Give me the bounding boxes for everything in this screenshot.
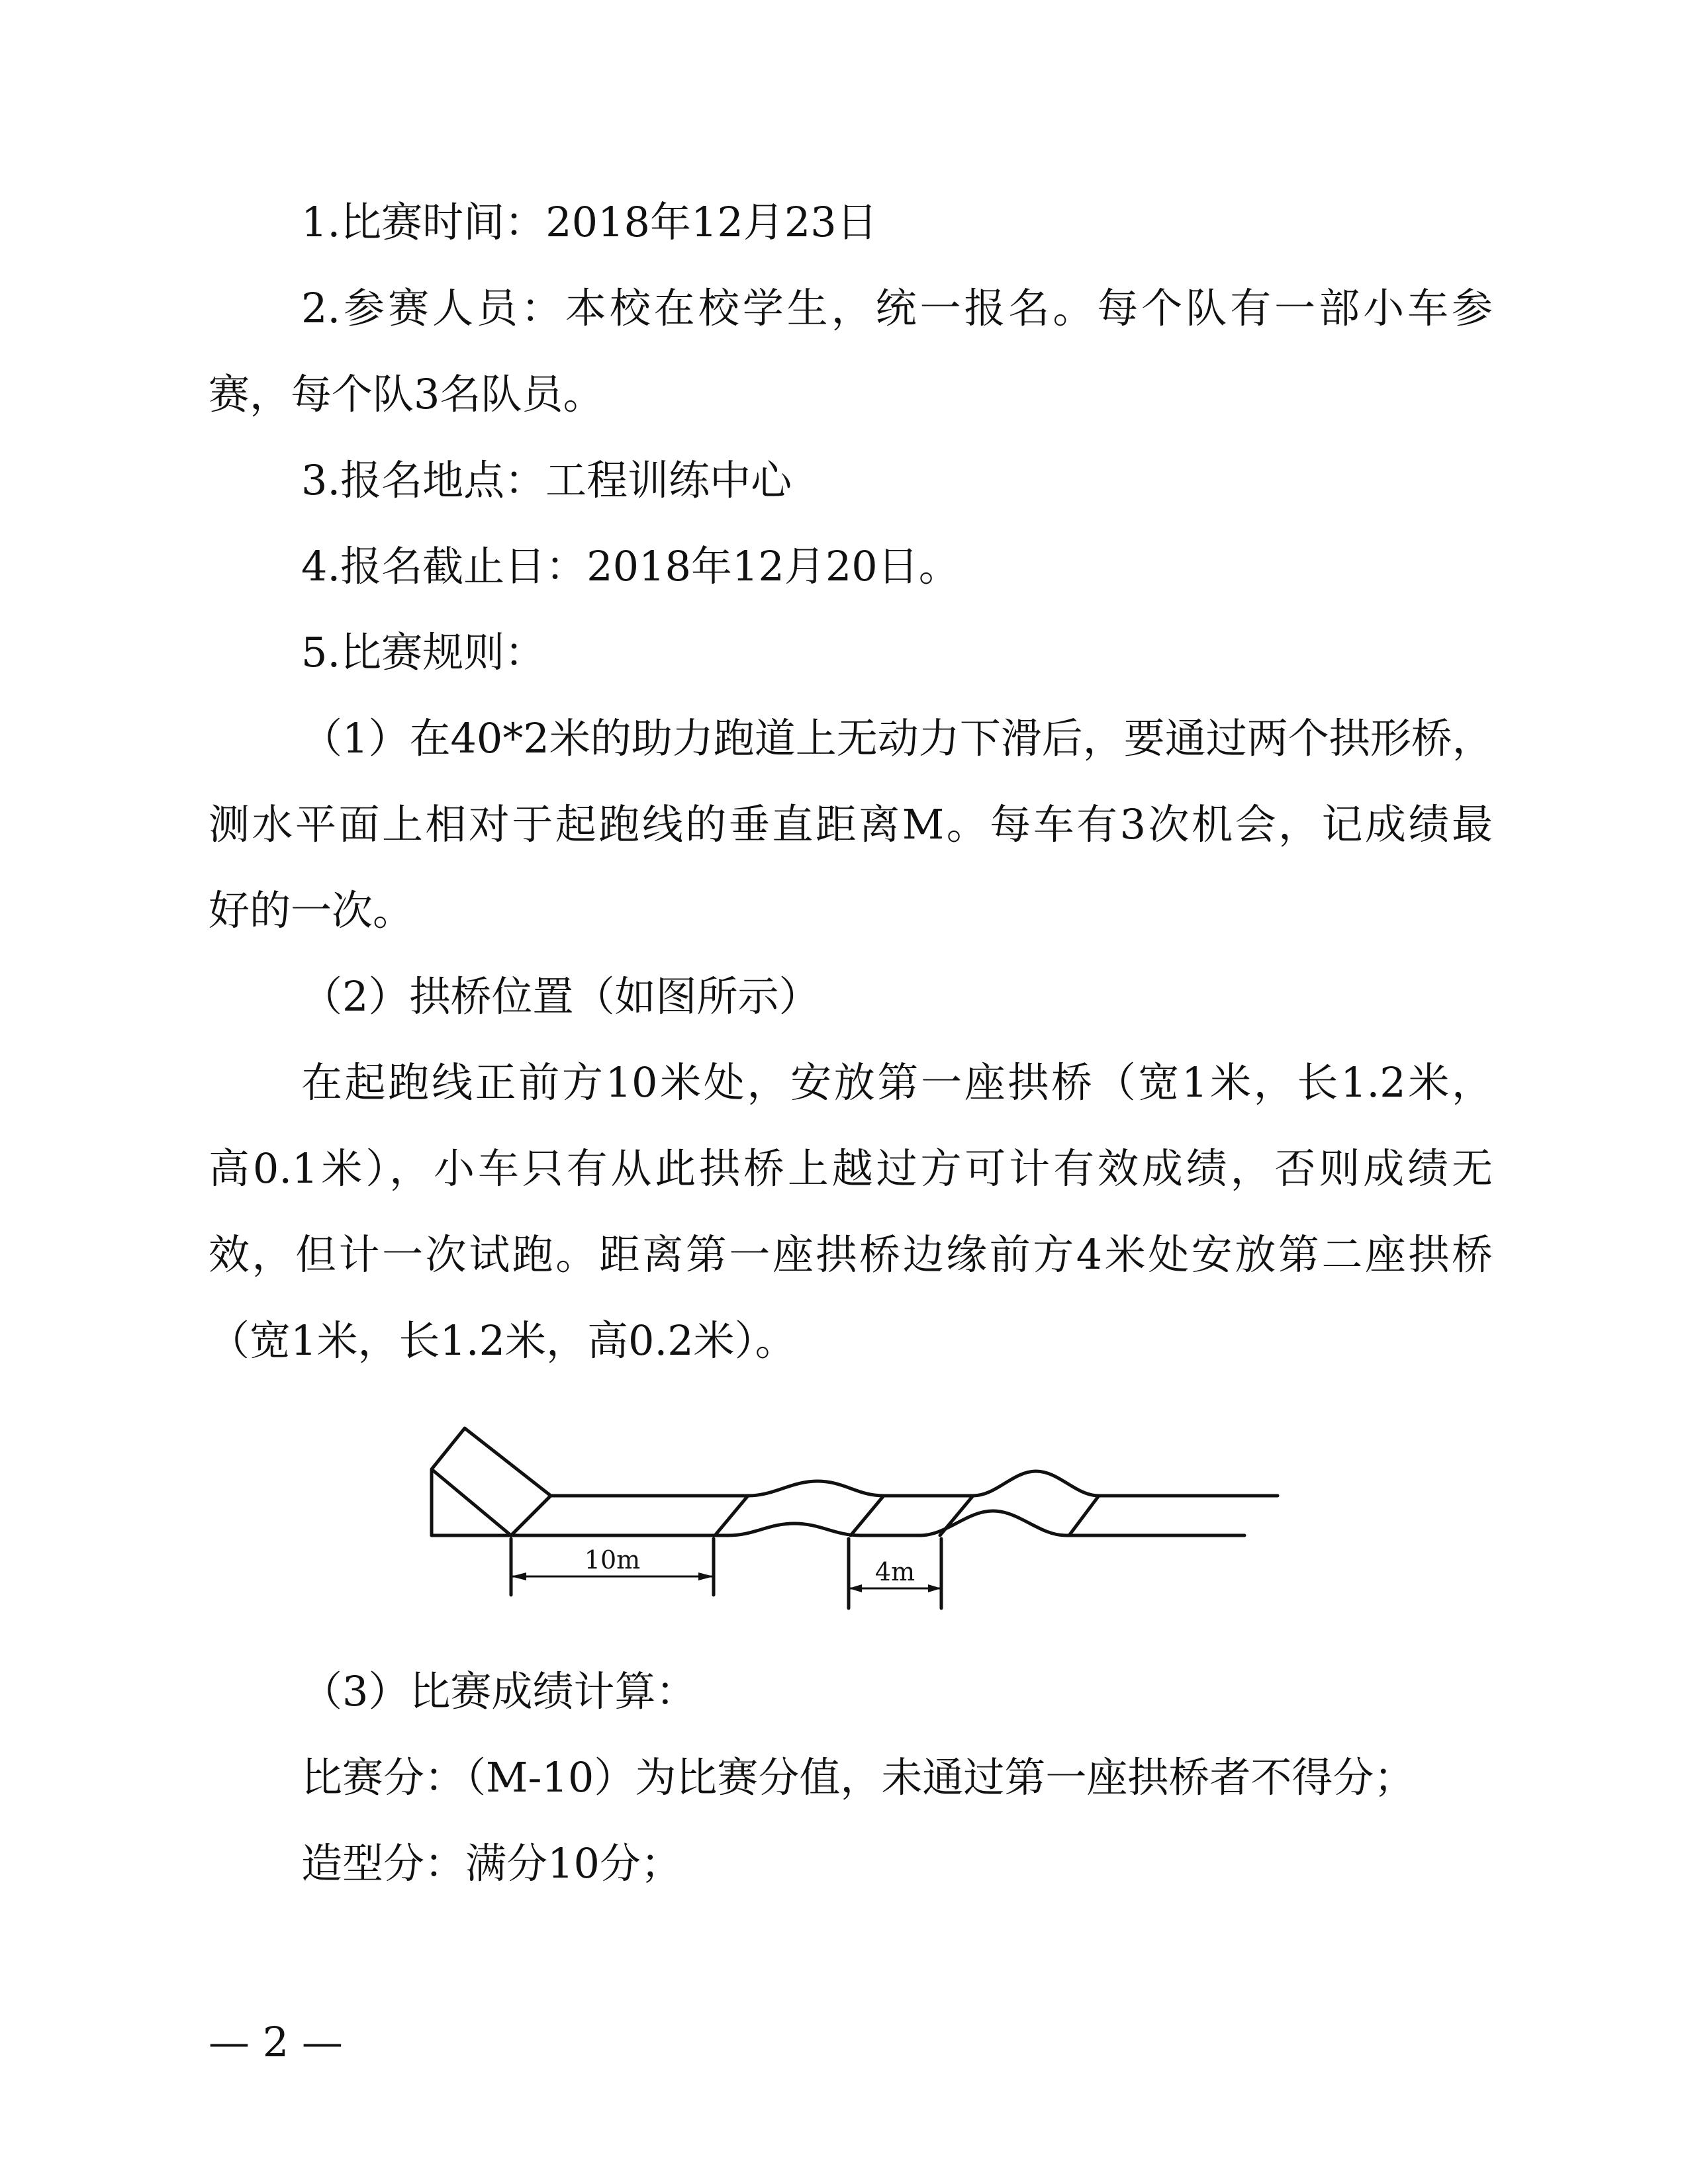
dim-10m-arrow-left bbox=[511, 1572, 526, 1580]
track-diagram bbox=[397, 1403, 1311, 1628]
competition-score-text: 比赛分：（M-10）为比赛分值，未通过第一座拱桥者不得分； bbox=[301, 1753, 1415, 1801]
item-2-participants-cont: 赛，每个队3名队员。 bbox=[209, 370, 604, 418]
item-2-participants: 2.参赛人员：本校在校学生，统一报名。每个队有一部小车参 bbox=[301, 284, 1493, 332]
dim-4m-label: 4m bbox=[874, 1557, 915, 1586]
rule-1-text-cont: 测水平面上相对于起跑线的垂直距离M。每车有3次机会，记成绩最 bbox=[209, 800, 1493, 848]
divider-5 bbox=[1069, 1496, 1099, 1535]
rule-2-text-end: （宽1米，长1.2米，高0.2米）。 bbox=[209, 1316, 796, 1365]
dim-10m-label: 10m bbox=[584, 1545, 641, 1574]
rule-2-text-cont-1: 高0.1米），小车只有从此拱桥上越过方可计有效成绩，否则成绩无 bbox=[209, 1144, 1493, 1193]
rule-2-text-cont-2: 效，但计一次试跑。距离第一座拱桥边缘前方4米处安放第二座拱桥 bbox=[209, 1230, 1493, 1279]
rule-2-heading: （2）拱桥位置（如图所示） bbox=[301, 972, 820, 1021]
track-bottom-line bbox=[432, 1511, 1244, 1535]
dim-10m-arrow-right bbox=[698, 1572, 714, 1580]
dim-4m-arrow-right bbox=[928, 1584, 941, 1592]
item-5-rules-heading: 5.比赛规则： bbox=[301, 628, 546, 676]
rule-3-heading: （3）比赛成绩计算： bbox=[301, 1667, 697, 1715]
design-score-text: 造型分：满分10分； bbox=[301, 1839, 682, 1888]
divider-3 bbox=[851, 1496, 884, 1535]
dim-4m-arrow-left bbox=[849, 1584, 862, 1592]
divider-1 bbox=[511, 1496, 551, 1535]
item-1-competition-time: 1.比赛时间：2018年12月23日 bbox=[301, 198, 878, 246]
track-top-line bbox=[551, 1471, 1278, 1496]
item-4-registration-deadline: 4.报名截止日：2018年12月20日。 bbox=[301, 542, 960, 590]
page-number: — 2 — bbox=[209, 2018, 343, 2066]
start-ramp bbox=[432, 1428, 551, 1535]
divider-2 bbox=[715, 1496, 748, 1535]
rule-2-text: 在起跑线正前方10米处，安放第一座拱桥（宽1米，长1.2米， bbox=[301, 1058, 1493, 1107]
rule-1-text-end: 好的一次。 bbox=[209, 886, 414, 934]
item-3-registration-place: 3.报名地点：工程训练中心 bbox=[301, 456, 792, 504]
rule-1-text: （1）在40*2米的助力跑道上无动力下滑后，要通过两个拱形桥， bbox=[301, 714, 1493, 762]
